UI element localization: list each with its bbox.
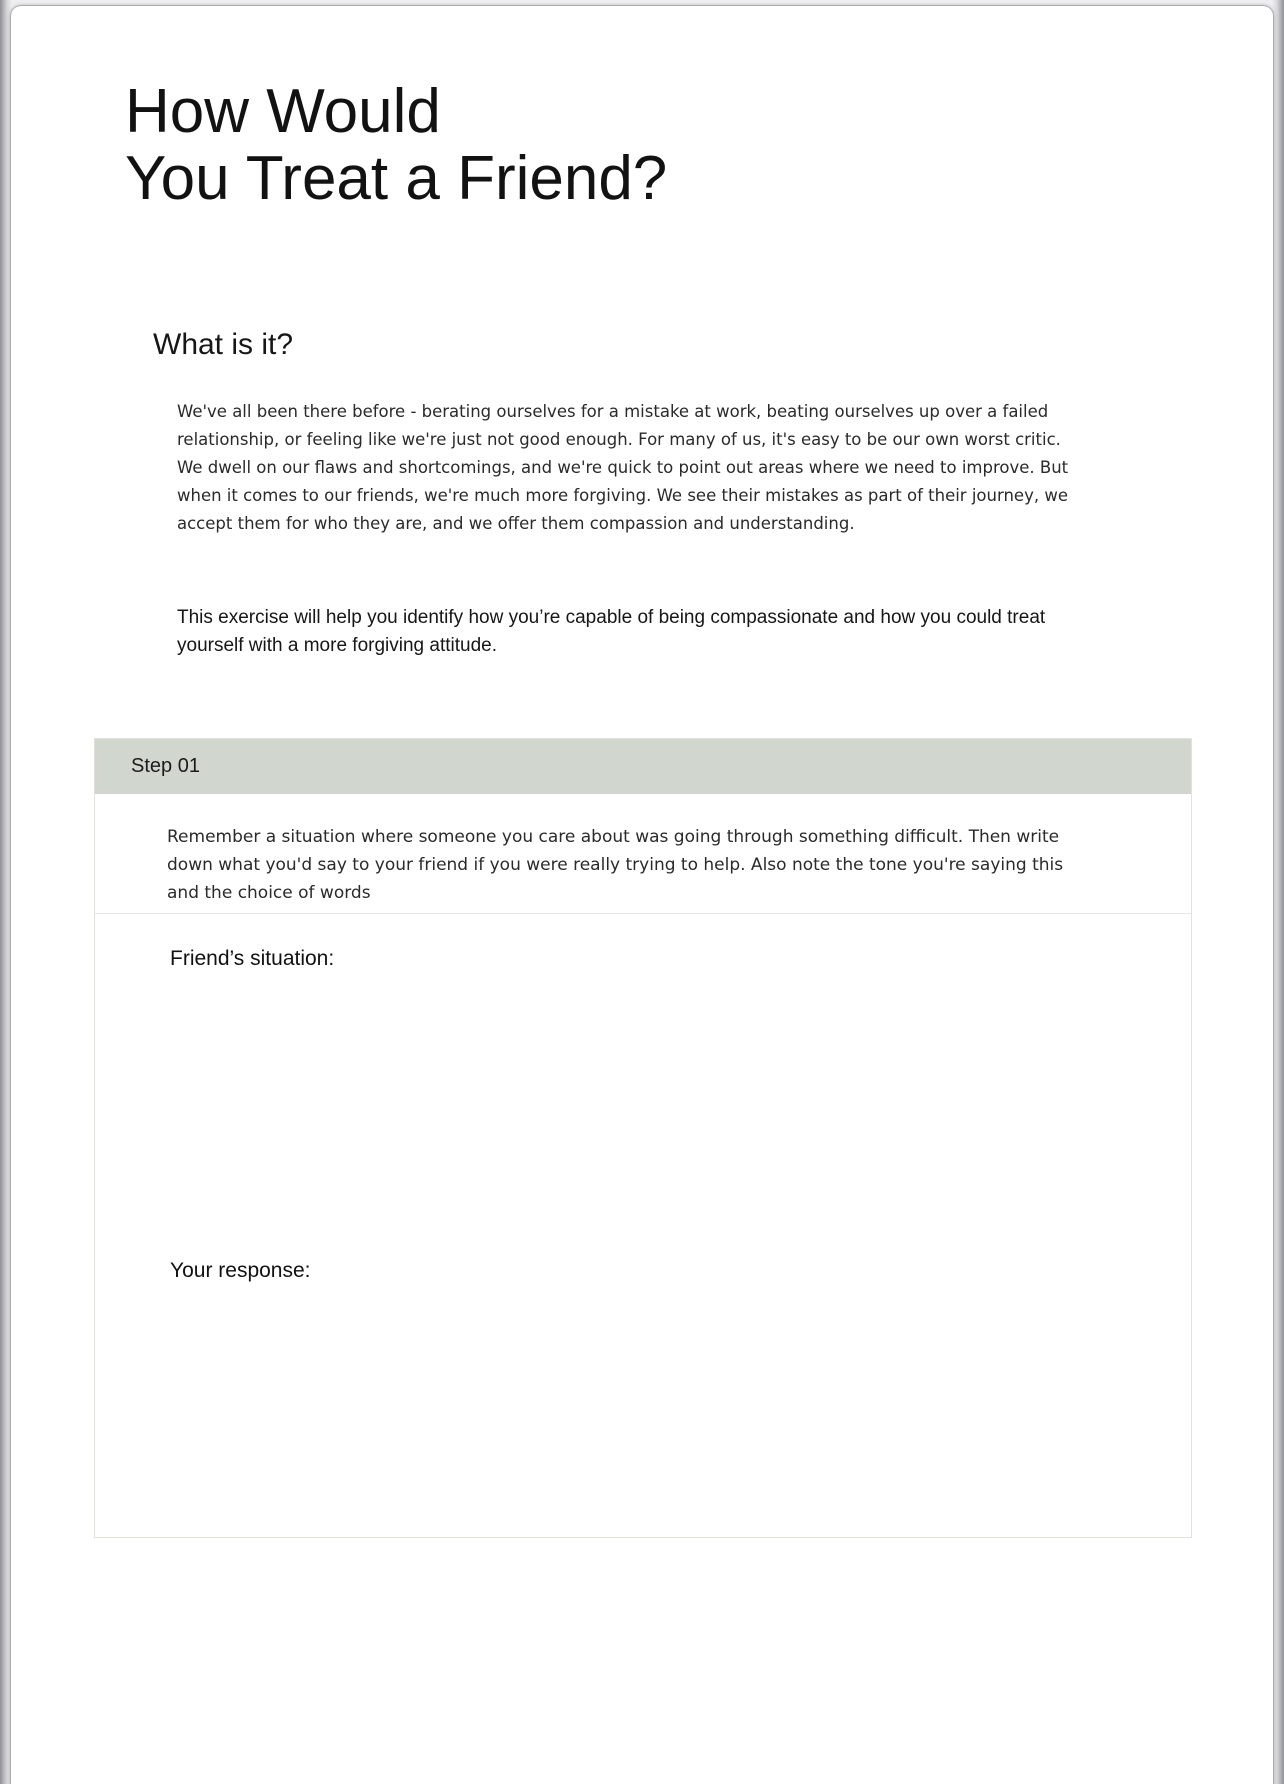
- your-response-label: Your response:: [170, 1259, 311, 1282]
- intro-paragraph-1: We've all been there before - berating ourselves for a mistake at work, beating ourselves up over a failed relationship, or feeling like we're just not good enough. For many of us, it's easy to be our own worst critic. We dwell on our flaws and shortcomings, and we're quick to point out areas where we need to improve. But when it comes to our friends, we're much more forgiving. We see their mistakes as part of their journey, we accept them for who they are, and we offer them compassion and understanding.: [177, 402, 1069, 533]
- step-header: [95, 739, 1191, 794]
- your-response-input[interactable]: [170, 1295, 1146, 1525]
- step-instructions: Remember a situation where someone you care about was going through something difficult. Then write down what you'd say to your friend if you were really trying to help. Also note the tone you're saying this and the choice of words: [167, 827, 1064, 903]
- divider: [95, 913, 1191, 914]
- what-is-it-heading: What is it?: [153, 328, 294, 361]
- document-page: [11, 6, 1273, 1784]
- intro-paragraph-2: This exercise will help you identify how you’re capable of being compassionate and how you could treat yourself with a more forgiving attitude.: [177, 607, 1046, 656]
- page-title: [125, 78, 667, 212]
- friends-situation-label: Friend’s situation:: [170, 947, 335, 970]
- page-title-line-2: You Treat a Friend?: [125, 144, 668, 213]
- page-title-line-1: How Would: [125, 77, 441, 146]
- step-card: [94, 738, 1192, 1538]
- step-label: Step 01: [131, 755, 200, 777]
- friends-situation-input[interactable]: [170, 983, 1146, 1223]
